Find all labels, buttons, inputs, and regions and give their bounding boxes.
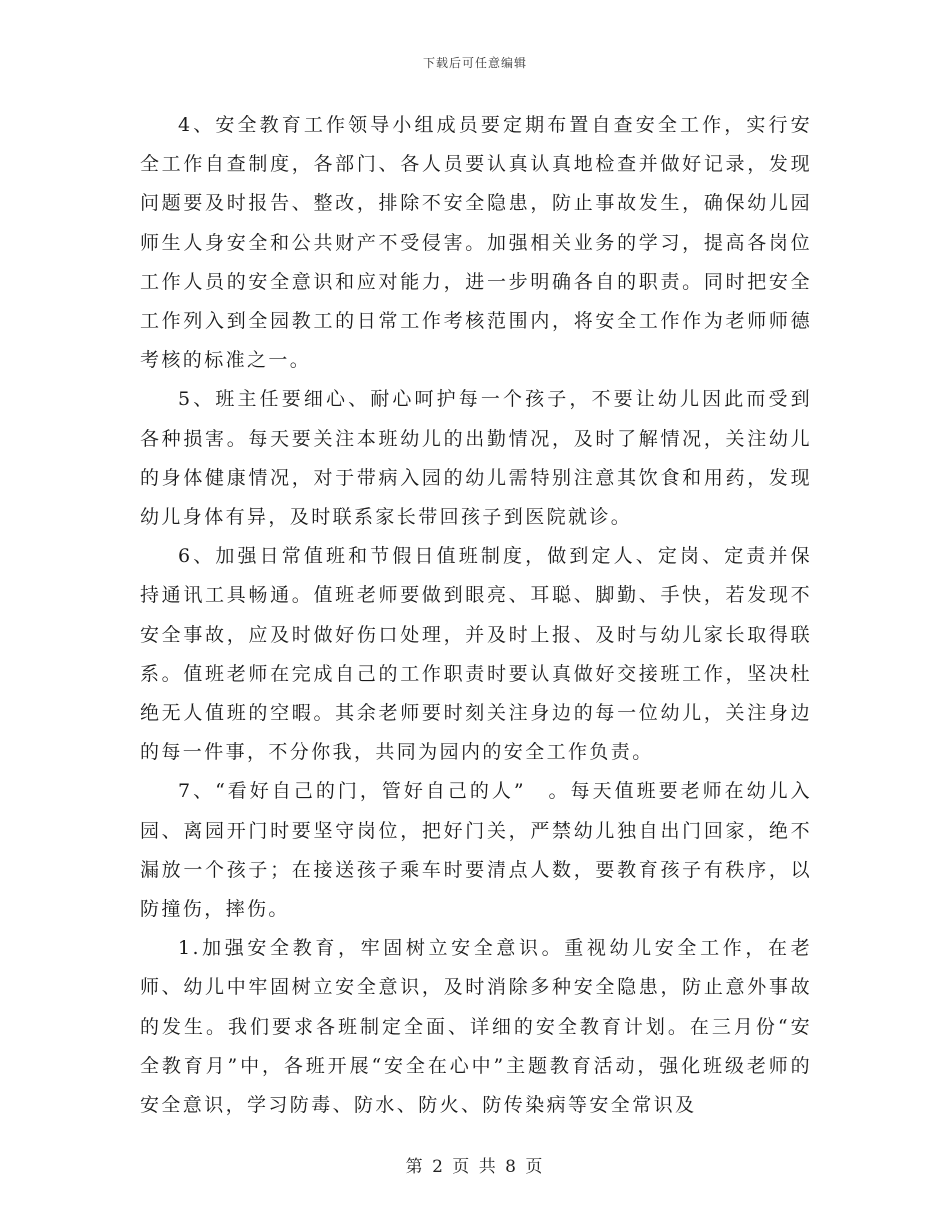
paragraph-item-6: 6、加强日常值班和节假日值班制度，做到定人、定岗、定责并保持通讯工具畅通。值班老师要做到眼亮、耳聪、脚勤、手快，若发现不安全事故，应及时做好伤口处理，并及时上报、及时与幼儿家长取得联系。值班老师在完成自己的工作职责时要认真做好交接班工作，坚决杜绝无人值班的空暇。其余老师要时刻关注身边的每一位幼儿，关注身边的每一件事，不分你我，共同为园内的安全工作负责。 xyxy=(140,545,812,764)
header-note: 下载后可任意编辑 xyxy=(422,56,527,70)
paragraph-item-5: 5、班主任要细心、耐心呵护每一个孩子，不要让幼儿因此而受到各种损害。每天要关注本班幼儿的出勤情况，及时了解情况，关注幼儿的身体健康情况，对于带病入园的幼儿需特别注意其饮食和用药，发现幼儿身体有异，及时联系家长带回孩子到医院就诊。 xyxy=(140,388,812,529)
page-number: 第 2 页 共 8 页 xyxy=(405,1157,545,1177)
paragraph-item-1: 1.加强安全教育，牢固树立安全意识。重视幼儿安全工作，在老师、幼儿中牢固树立安全意识，及时消除多种安全隐患，防止意外事故的发生。我们要求各班制定全面、详细的安全教育计划。在三月份“安全教育月”中，各班开展“安全在心中”主题教育活动，强化班级老师的安全意识，学习防毒、防水、防火、防传染病等安全常识及 xyxy=(140,937,812,1117)
paragraph-item-7: 7、“看好自己的门，管好自己的人” 。每天值班要老师在幼儿入园、离园开门时要坚守岗位，把好门关，严禁幼儿独自出门回家，绝不漏放一个孩子；在接送孩子乘车时要清点人数，要教育孩子有秩序，以防撞伤，摔伤。 xyxy=(140,780,812,921)
document-body xyxy=(140,106,812,1125)
paragraph-item-4: 4、安全教育工作领导小组成员要定期布置自查安全工作，实行安全工作自查制度，各部门、各人员要认真认真地检查并做好记录，发现问题要及时报告、整改，排除不安全隐患，防止事故发生，确保幼儿园师生人身安全和公共财产不受侵害。加强相关业务的学习，提高各岗位工作人员的安全意识和应对能力，进一步明确各自的职责。同时把安全工作列入到全园教工的日常工作考核范围内，将安全工作作为老师师德考核的标准之一。 xyxy=(140,114,812,372)
